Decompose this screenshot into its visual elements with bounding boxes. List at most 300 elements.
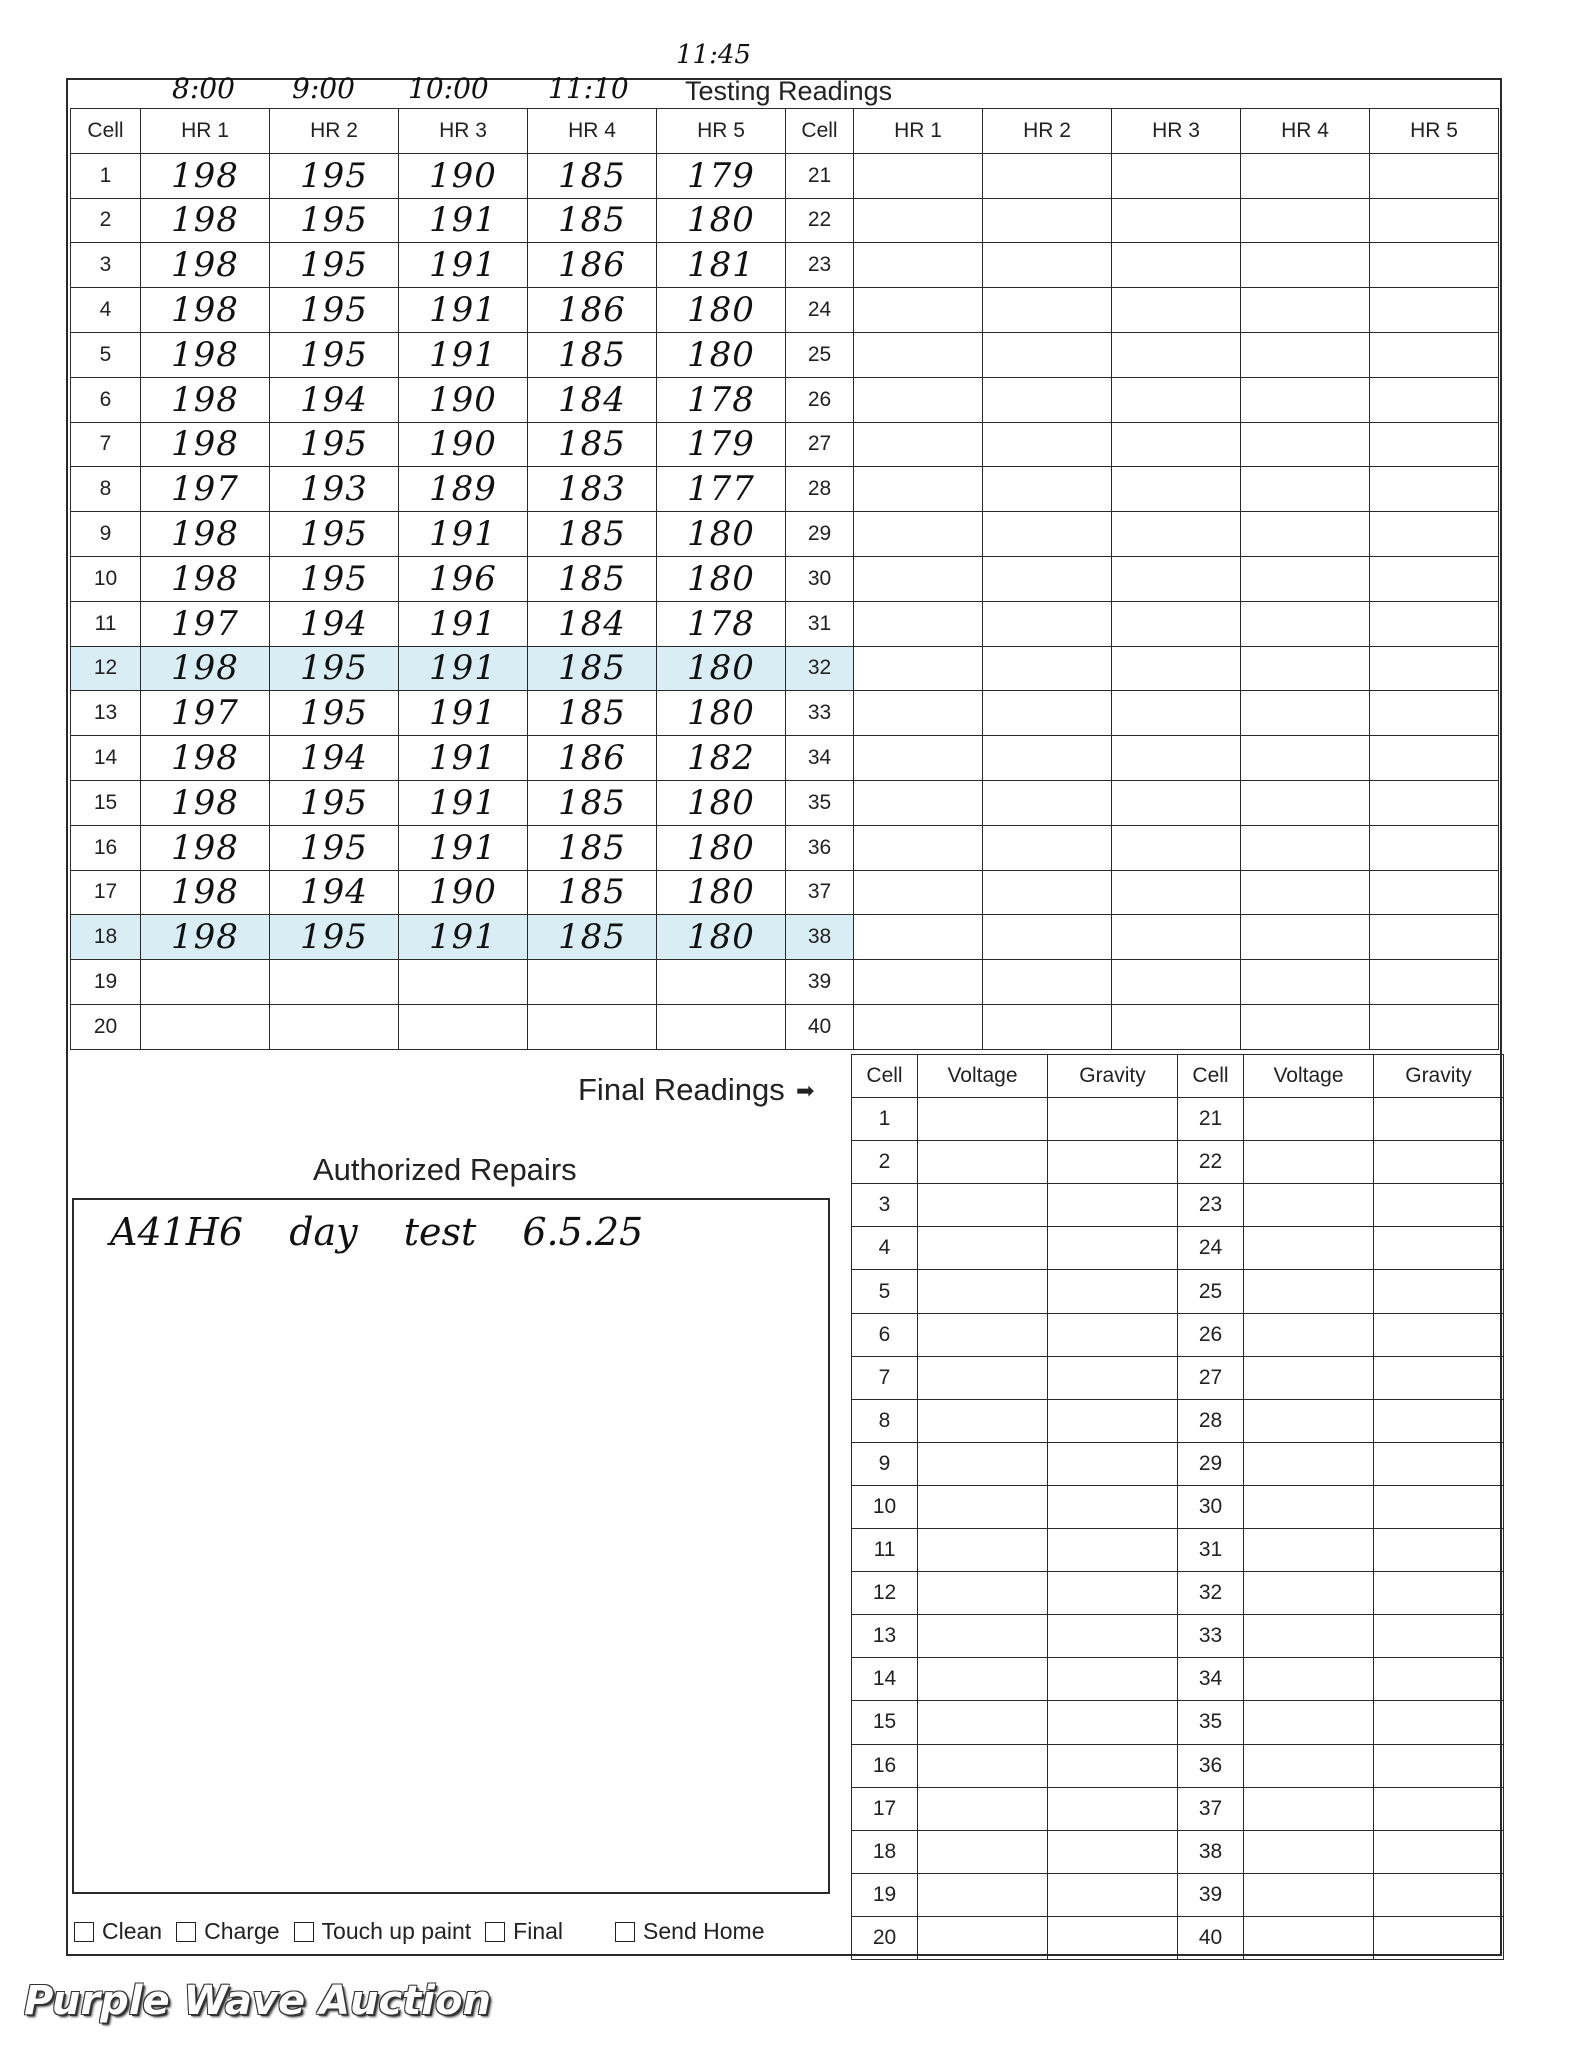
reading-cell xyxy=(1241,377,1370,422)
reading-cell xyxy=(854,467,983,512)
table-row xyxy=(71,1004,1499,1049)
gravity-cell xyxy=(1048,1787,1178,1830)
cell-number: 31 xyxy=(786,601,854,646)
reading-cell: 195 xyxy=(270,243,399,288)
cell-number: 20 xyxy=(852,1916,918,1959)
reading-cell: 198 xyxy=(141,288,270,333)
reading-cell xyxy=(1112,601,1241,646)
gravity-cell xyxy=(1374,1916,1504,1959)
reading-cell xyxy=(1370,556,1499,601)
reading-cell: 178 xyxy=(657,377,786,422)
reading-cell: 198 xyxy=(141,736,270,781)
cell-number: 9 xyxy=(852,1442,918,1485)
reading-cell xyxy=(1370,825,1499,870)
reading-cell xyxy=(1370,870,1499,915)
voltage-cell xyxy=(918,1356,1048,1399)
reading-cell: 197 xyxy=(141,601,270,646)
cell-number: 8 xyxy=(852,1399,918,1442)
reading-cell: 185 xyxy=(528,153,657,198)
reading-cell: 182 xyxy=(657,736,786,781)
reading-cell xyxy=(854,512,983,557)
reading-cell: 198 xyxy=(141,377,270,422)
table-row xyxy=(852,1356,1504,1399)
gravity-cell xyxy=(1048,1098,1178,1141)
reading-cell xyxy=(983,691,1112,736)
voltage-cell xyxy=(1244,1227,1374,1270)
voltage-cell xyxy=(1244,1141,1374,1184)
table-row xyxy=(852,1270,1504,1313)
cell-number: 15 xyxy=(852,1701,918,1744)
reading-cell: 185 xyxy=(528,825,657,870)
reading-cell xyxy=(1241,915,1370,960)
voltage-cell xyxy=(918,1485,1048,1528)
reading-cell: 198 xyxy=(141,915,270,960)
reading-cell xyxy=(1370,1004,1499,1049)
cell-number: 11 xyxy=(852,1529,918,1572)
reading-cell xyxy=(983,332,1112,377)
col-header: Gravity xyxy=(1374,1055,1504,1098)
reading-cell: 180 xyxy=(657,646,786,691)
cell-number: 4 xyxy=(852,1227,918,1270)
reading-cell xyxy=(1370,467,1499,512)
cell-number: 16 xyxy=(71,825,141,870)
checkbox-square-icon[interactable] xyxy=(74,1922,94,1942)
voltage-cell xyxy=(1244,1485,1374,1528)
cell-number: 14 xyxy=(71,736,141,781)
voltage-cell xyxy=(918,1572,1048,1615)
table-row xyxy=(852,1399,1504,1442)
reading-cell xyxy=(1112,691,1241,736)
checkbox-touch-up-paint[interactable] xyxy=(294,1918,472,1945)
reading-cell: 180 xyxy=(657,825,786,870)
reading-cell xyxy=(399,1004,528,1049)
reading-cell xyxy=(854,780,983,825)
reading-cell: 185 xyxy=(528,780,657,825)
voltage-cell xyxy=(918,1529,1048,1572)
cell-number: 3 xyxy=(852,1184,918,1227)
gravity-cell xyxy=(1374,1399,1504,1442)
reading-cell: 183 xyxy=(528,467,657,512)
voltage-cell xyxy=(1244,1356,1374,1399)
reading-cell: 198 xyxy=(141,243,270,288)
cell-number: 1 xyxy=(71,153,141,198)
cell-number: 7 xyxy=(852,1356,918,1399)
cell-number: 38 xyxy=(1178,1830,1244,1873)
reading-cell xyxy=(1241,601,1370,646)
cell-number: 35 xyxy=(1178,1701,1244,1744)
reading-cell xyxy=(1370,288,1499,333)
cell-number: 5 xyxy=(71,332,141,377)
col-header: HR 5 xyxy=(657,109,786,154)
reading-cell xyxy=(1241,556,1370,601)
table-row xyxy=(71,243,1499,288)
reading-cell xyxy=(1112,825,1241,870)
reading-cell xyxy=(983,736,1112,781)
reading-cell xyxy=(1241,243,1370,288)
reading-cell xyxy=(1112,377,1241,422)
reading-cell: 194 xyxy=(270,377,399,422)
table-row xyxy=(71,646,1499,691)
reading-cell xyxy=(854,646,983,691)
gravity-cell xyxy=(1374,1098,1504,1141)
gravity-cell xyxy=(1048,1485,1178,1528)
testing-readings-table xyxy=(70,108,1499,1050)
col-header: HR 5 xyxy=(1370,109,1499,154)
voltage-cell xyxy=(1244,1184,1374,1227)
reading-cell: 198 xyxy=(141,780,270,825)
reading-cell: 191 xyxy=(399,601,528,646)
voltage-cell xyxy=(918,1830,1048,1873)
gravity-cell xyxy=(1048,1701,1178,1744)
cell-number: 40 xyxy=(1178,1916,1244,1959)
cell-number: 10 xyxy=(71,556,141,601)
reading-cell: 191 xyxy=(399,332,528,377)
reading-cell: 198 xyxy=(141,825,270,870)
reading-cell: 184 xyxy=(528,377,657,422)
reading-cell: 195 xyxy=(270,288,399,333)
gravity-cell xyxy=(1048,1442,1178,1485)
cell-number: 30 xyxy=(786,556,854,601)
reading-cell: 194 xyxy=(270,870,399,915)
table-row xyxy=(71,512,1499,557)
reading-cell: 180 xyxy=(657,691,786,736)
reading-cell: 195 xyxy=(270,422,399,467)
checkbox-square-icon[interactable] xyxy=(485,1922,505,1942)
cell-number: 25 xyxy=(786,332,854,377)
table-row xyxy=(71,736,1499,781)
cell-number: 18 xyxy=(71,915,141,960)
gravity-cell xyxy=(1048,1313,1178,1356)
reading-cell: 190 xyxy=(399,153,528,198)
cell-number: 17 xyxy=(852,1787,918,1830)
cell-number: 19 xyxy=(852,1873,918,1916)
reading-cell: 180 xyxy=(657,915,786,960)
reading-cell: 185 xyxy=(528,512,657,557)
cell-number: 25 xyxy=(1178,1270,1244,1313)
gravity-cell xyxy=(1048,1141,1178,1184)
cell-number: 37 xyxy=(786,870,854,915)
reading-cell: 191 xyxy=(399,288,528,333)
cell-number: 34 xyxy=(1178,1658,1244,1701)
voltage-cell xyxy=(1244,1399,1374,1442)
reading-cell: 180 xyxy=(657,288,786,333)
gravity-cell xyxy=(1048,1227,1178,1270)
table-row xyxy=(852,1744,1504,1787)
reading-cell xyxy=(1370,198,1499,243)
reading-cell xyxy=(657,960,786,1005)
watermark-logo: Purple Wave Auction xyxy=(24,1978,491,2024)
col-header: HR 3 xyxy=(1112,109,1241,154)
reading-cell xyxy=(983,1004,1112,1049)
reading-cell xyxy=(141,1004,270,1049)
cell-number: 13 xyxy=(852,1615,918,1658)
table-row xyxy=(852,1184,1504,1227)
reading-cell: 191 xyxy=(399,780,528,825)
voltage-cell xyxy=(918,1098,1048,1141)
reading-cell xyxy=(1241,288,1370,333)
reading-cell: 191 xyxy=(399,825,528,870)
time-hr1: 8:00 xyxy=(172,72,235,105)
reading-cell xyxy=(854,422,983,467)
reading-cell xyxy=(983,780,1112,825)
voltage-cell xyxy=(918,1615,1048,1658)
voltage-cell xyxy=(918,1787,1048,1830)
table-row xyxy=(852,1485,1504,1528)
reading-cell xyxy=(983,243,1112,288)
reading-cell xyxy=(1241,736,1370,781)
reading-cell xyxy=(854,198,983,243)
cell-number: 5 xyxy=(852,1270,918,1313)
time-hr3: 10:00 xyxy=(408,72,489,105)
cell-number: 12 xyxy=(852,1572,918,1615)
voltage-cell xyxy=(1244,1701,1374,1744)
col-header: HR 2 xyxy=(270,109,399,154)
checkbox-square-icon[interactable] xyxy=(294,1922,314,1942)
col-header: HR 1 xyxy=(854,109,983,154)
gravity-cell xyxy=(1374,1572,1504,1615)
col-header: HR 2 xyxy=(983,109,1112,154)
cell-number: 7 xyxy=(71,422,141,467)
reading-cell: 179 xyxy=(657,153,786,198)
reading-cell xyxy=(854,915,983,960)
cell-number: 36 xyxy=(786,825,854,870)
gravity-cell xyxy=(1374,1141,1504,1184)
reading-cell xyxy=(1112,198,1241,243)
table-row xyxy=(71,601,1499,646)
checkbox-clean[interactable] xyxy=(74,1918,162,1945)
table-row xyxy=(71,825,1499,870)
cell-number: 18 xyxy=(852,1830,918,1873)
time-hr4: 11:10 xyxy=(548,72,629,105)
col-header: Voltage xyxy=(918,1055,1048,1098)
cell-number: 28 xyxy=(1178,1399,1244,1442)
reading-cell: 191 xyxy=(399,512,528,557)
table-row xyxy=(852,1830,1504,1873)
cell-number: 8 xyxy=(71,467,141,512)
reading-cell xyxy=(1241,1004,1370,1049)
table-row xyxy=(71,198,1499,243)
table-row xyxy=(71,691,1499,736)
gravity-cell xyxy=(1374,1313,1504,1356)
reading-cell: 191 xyxy=(399,243,528,288)
cell-number: 35 xyxy=(786,780,854,825)
table-row xyxy=(71,288,1499,333)
voltage-cell xyxy=(918,1744,1048,1787)
cell-number: 39 xyxy=(786,960,854,1005)
table-row xyxy=(71,556,1499,601)
reading-cell: 198 xyxy=(141,870,270,915)
reading-cell: 195 xyxy=(270,691,399,736)
reading-cell xyxy=(854,332,983,377)
col-header: HR 4 xyxy=(1241,109,1370,154)
reading-cell xyxy=(1112,153,1241,198)
reading-cell xyxy=(1112,960,1241,1005)
reading-cell xyxy=(983,915,1112,960)
checkbox-label: Final xyxy=(513,1918,564,1944)
cell-number: 2 xyxy=(852,1141,918,1184)
cell-number: 23 xyxy=(786,243,854,288)
reading-cell xyxy=(1241,780,1370,825)
reading-cell: 198 xyxy=(141,646,270,691)
table-row xyxy=(852,1615,1504,1658)
voltage-cell xyxy=(1244,1615,1374,1658)
reading-cell xyxy=(1112,512,1241,557)
cell-number: 23 xyxy=(1178,1184,1244,1227)
voltage-cell xyxy=(1244,1098,1374,1141)
reading-cell: 191 xyxy=(399,736,528,781)
cell-number: 33 xyxy=(786,691,854,736)
table-row xyxy=(71,780,1499,825)
reading-cell: 195 xyxy=(270,512,399,557)
reading-cell xyxy=(1112,467,1241,512)
voltage-cell xyxy=(1244,1787,1374,1830)
voltage-cell xyxy=(918,1916,1048,1959)
reading-cell: 185 xyxy=(528,422,657,467)
reading-cell: 179 xyxy=(657,422,786,467)
cell-number: 30 xyxy=(1178,1485,1244,1528)
table-row xyxy=(852,1572,1504,1615)
reading-cell xyxy=(1112,736,1241,781)
reading-cell xyxy=(528,1004,657,1049)
reading-cell xyxy=(854,960,983,1005)
reading-cell: 198 xyxy=(141,332,270,377)
cell-number: 1 xyxy=(852,1098,918,1141)
status-checkboxes xyxy=(74,1918,779,1945)
cell-number: 21 xyxy=(786,153,854,198)
reading-cell xyxy=(983,377,1112,422)
reading-cell: 195 xyxy=(270,780,399,825)
cell-number: 38 xyxy=(786,915,854,960)
col-header: Cell xyxy=(786,109,854,154)
voltage-cell xyxy=(1244,1830,1374,1873)
voltage-cell xyxy=(918,1313,1048,1356)
table-row xyxy=(71,870,1499,915)
reading-cell: 180 xyxy=(657,198,786,243)
reading-cell: 193 xyxy=(270,467,399,512)
gravity-cell xyxy=(1048,1916,1178,1959)
cell-number: 13 xyxy=(71,691,141,736)
reading-cell xyxy=(854,691,983,736)
reading-cell: 180 xyxy=(657,332,786,377)
reading-cell xyxy=(854,377,983,422)
voltage-cell xyxy=(918,1442,1048,1485)
reading-cell xyxy=(983,960,1112,1005)
reading-cell xyxy=(983,467,1112,512)
reading-cell: 178 xyxy=(657,601,786,646)
reading-cell xyxy=(1370,691,1499,736)
reading-cell: 198 xyxy=(141,512,270,557)
gravity-cell xyxy=(1374,1184,1504,1227)
reading-cell: 181 xyxy=(657,243,786,288)
cell-number: 24 xyxy=(786,288,854,333)
col-header: Cell xyxy=(71,109,141,154)
reading-cell xyxy=(854,243,983,288)
table-row xyxy=(852,1529,1504,1572)
reading-cell: 194 xyxy=(270,736,399,781)
gravity-cell xyxy=(1048,1615,1178,1658)
testing-readings-title: Testing Readings xyxy=(685,76,893,106)
reading-cell xyxy=(1370,243,1499,288)
gravity-cell xyxy=(1374,1744,1504,1787)
reading-cell xyxy=(1112,332,1241,377)
reading-cell xyxy=(1370,960,1499,1005)
table-row xyxy=(71,377,1499,422)
reading-cell: 195 xyxy=(270,198,399,243)
cell-number: 16 xyxy=(852,1744,918,1787)
cell-number: 31 xyxy=(1178,1529,1244,1572)
reading-cell xyxy=(854,556,983,601)
reading-cell: 180 xyxy=(657,556,786,601)
reading-cell xyxy=(983,153,1112,198)
reading-cell: 195 xyxy=(270,825,399,870)
checkbox-square-icon[interactable] xyxy=(615,1922,635,1942)
authorized-repairs-box[interactable] xyxy=(72,1198,830,1894)
cell-number: 22 xyxy=(1178,1141,1244,1184)
cell-number: 29 xyxy=(1178,1442,1244,1485)
reading-cell: 185 xyxy=(528,198,657,243)
table-row xyxy=(71,332,1499,377)
reading-cell: 195 xyxy=(270,646,399,691)
reading-cell: 186 xyxy=(528,736,657,781)
gravity-cell xyxy=(1048,1184,1178,1227)
reading-cell: 198 xyxy=(141,198,270,243)
reading-cell xyxy=(1241,646,1370,691)
table-row xyxy=(852,1227,1504,1270)
reading-cell xyxy=(854,825,983,870)
reading-cell: 185 xyxy=(528,915,657,960)
voltage-cell xyxy=(1244,1529,1374,1572)
cell-number: 34 xyxy=(786,736,854,781)
reading-cell: 197 xyxy=(141,691,270,736)
repairs-note: A41H6 day test 6.5.25 xyxy=(110,1210,644,1254)
gravity-cell xyxy=(1374,1485,1504,1528)
cell-number: 26 xyxy=(1178,1313,1244,1356)
reading-cell xyxy=(1370,736,1499,781)
reading-cell xyxy=(528,960,657,1005)
table-row xyxy=(852,1701,1504,1744)
reading-cell: 185 xyxy=(528,870,657,915)
table-row xyxy=(71,915,1499,960)
checkbox-final[interactable] xyxy=(485,1918,563,1945)
reading-cell xyxy=(1370,153,1499,198)
cell-number: 19 xyxy=(71,960,141,1005)
reading-cell xyxy=(1370,646,1499,691)
reading-cell xyxy=(854,1004,983,1049)
checkbox-charge[interactable] xyxy=(176,1918,279,1945)
cell-number: 24 xyxy=(1178,1227,1244,1270)
col-header: Gravity xyxy=(1048,1055,1178,1098)
voltage-cell xyxy=(918,1270,1048,1313)
checkbox-send-home[interactable] xyxy=(615,1918,764,1945)
reading-cell xyxy=(1112,780,1241,825)
checkbox-label: Send Home xyxy=(643,1918,765,1944)
gravity-cell xyxy=(1048,1270,1178,1313)
cell-number: 40 xyxy=(786,1004,854,1049)
checkbox-square-icon[interactable] xyxy=(176,1922,196,1942)
reading-cell xyxy=(1112,243,1241,288)
reading-cell xyxy=(1112,556,1241,601)
reading-cell xyxy=(1241,960,1370,1005)
reading-cell xyxy=(983,825,1112,870)
reading-cell: 195 xyxy=(270,915,399,960)
gravity-cell xyxy=(1048,1873,1178,1916)
table-row xyxy=(852,1313,1504,1356)
voltage-cell xyxy=(1244,1658,1374,1701)
table-row xyxy=(71,960,1499,1005)
cell-number: 6 xyxy=(852,1313,918,1356)
cell-number: 37 xyxy=(1178,1787,1244,1830)
cell-number: 10 xyxy=(852,1485,918,1528)
